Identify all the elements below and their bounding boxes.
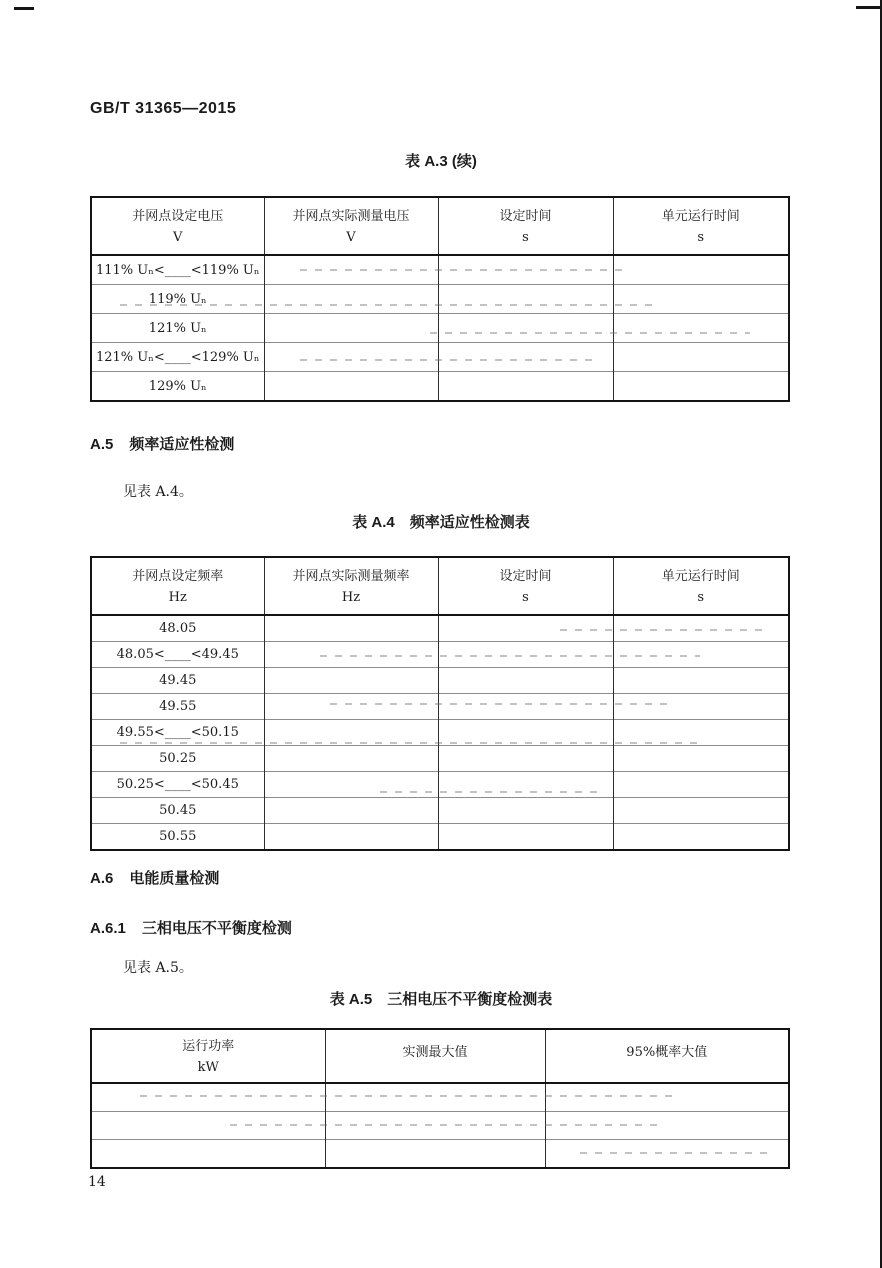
col-header-label: 并网点实际测量频率: [292, 568, 410, 584]
table-a4-header: [91, 557, 789, 615]
table-a3-container: [90, 196, 790, 402]
col-header-unit-run-time: [613, 557, 789, 615]
col-header-label: 95%概率大值: [626, 1045, 708, 1060]
cell-empty: [613, 694, 789, 720]
cell-empty: [91, 1083, 325, 1112]
section-a61-heading: [90, 917, 292, 938]
section-title: 电能质量检测: [129, 870, 220, 887]
cell-empty: [438, 798, 613, 824]
scan-artifact: [430, 332, 750, 334]
table-row: [91, 314, 789, 343]
cell-empty: [438, 285, 613, 314]
cell-frequency-setting: 50.25: [91, 746, 264, 772]
cell-empty: [438, 694, 613, 720]
table-a3-title: 表 A.3 (续): [405, 153, 477, 170]
col-header-label: 单元运行时间: [661, 208, 740, 224]
section-a5-reference: 见表 A.4。: [123, 484, 193, 500]
cell-empty: [438, 746, 613, 772]
col-header-set-time: [438, 557, 613, 615]
section-number: A.6: [90, 870, 114, 887]
col-header-unit: s: [697, 229, 705, 245]
cell-frequency-setting: 49.55: [91, 694, 264, 720]
page-number: 14: [88, 1174, 106, 1190]
cell-empty: [438, 668, 613, 694]
col-header-measured-max: [325, 1029, 545, 1083]
col-header-unit: V: [173, 229, 183, 245]
cell-frequency-setting: 50.25<____<50.45: [91, 772, 264, 798]
scan-artifact: [140, 1095, 680, 1097]
scan-artifact: [14, 7, 34, 10]
cell-frequency-setting: 50.55: [91, 824, 264, 851]
table-row: [91, 343, 789, 372]
section-number: A.6.1: [90, 920, 126, 937]
cell-voltage-setting: 121% Uₙ: [91, 314, 264, 343]
cell-empty: [613, 372, 789, 402]
scan-artifact: [580, 1152, 770, 1154]
scan-artifact: [320, 655, 700, 657]
cell-empty: [438, 314, 613, 343]
cell-empty: [438, 824, 613, 851]
cell-frequency-setting: 49.55<____<50.15: [91, 720, 264, 746]
cell-empty: [613, 746, 789, 772]
cell-empty: [325, 1083, 545, 1112]
cell-empty: [264, 746, 438, 772]
col-header-label: 并网点实际测量电压: [292, 208, 410, 224]
table-a4-body: [91, 615, 789, 850]
cell-empty: [264, 372, 438, 402]
cell-voltage-setting: 111% Uₙ<____<119% Uₙ: [91, 255, 264, 285]
table-header-row: [91, 197, 789, 255]
cell-empty: [438, 372, 613, 402]
col-header-label: 设定时间: [499, 208, 552, 224]
col-header-set-frequency: [91, 557, 264, 615]
cell-empty: [613, 314, 789, 343]
col-header-unit: s: [522, 589, 529, 605]
cell-empty: [325, 1140, 545, 1169]
cell-empty: [264, 824, 438, 851]
cell-voltage-setting: 119% Uₙ: [91, 285, 264, 314]
table-row: [91, 772, 789, 798]
cell-empty: [613, 668, 789, 694]
table-a3-header: [91, 197, 789, 255]
table-row: [91, 668, 789, 694]
standard-number: GB/T 31365—2015: [90, 100, 237, 117]
cell-frequency-setting: 49.45: [91, 668, 264, 694]
section-a61-reference: 见表 A.5。: [123, 960, 193, 976]
cell-empty: [264, 798, 438, 824]
cell-empty: [613, 798, 789, 824]
cell-empty: [438, 772, 613, 798]
section-title: 频率适应性检测: [129, 436, 235, 453]
table-a5-title: 表 A.5 三相电压不平衡度检测表: [329, 991, 553, 1008]
scan-artifact: [560, 629, 770, 631]
cell-frequency-setting: 48.05<____<49.45: [91, 642, 264, 668]
col-header-unit: s: [697, 589, 705, 605]
scan-artifact: [300, 269, 630, 271]
col-header-unit: s: [522, 229, 529, 245]
cell-empty: [264, 285, 438, 314]
col-header-set-voltage: [91, 197, 264, 255]
table-row: [91, 746, 789, 772]
table-a3-body: [91, 255, 789, 401]
col-header-unit: Hz: [168, 589, 187, 605]
scan-artifact: [230, 1124, 660, 1126]
col-header-measured-voltage: [264, 197, 438, 255]
col-header-set-time: [438, 197, 613, 255]
table-header-row: [91, 557, 789, 615]
col-header-unit: kW: [197, 1059, 219, 1075]
scan-artifact: [300, 359, 600, 361]
cell-empty: [264, 694, 438, 720]
cell-empty: [264, 668, 438, 694]
scan-artifact: [120, 742, 700, 744]
scan-artifact: [120, 304, 660, 306]
cell-empty: [264, 314, 438, 343]
table-a5-container: [90, 1028, 790, 1169]
table-a5: [90, 1028, 790, 1169]
cell-frequency-setting: 48.05: [91, 615, 264, 642]
col-header-label: 并网点设定频率: [132, 568, 224, 584]
col-header-label: 单元运行时间: [661, 568, 740, 584]
col-header-unit: Hz: [341, 589, 361, 605]
table-a5-header: [91, 1029, 789, 1083]
col-header-label: 运行功率: [182, 1038, 235, 1054]
table-row: [91, 285, 789, 314]
section-number: A.5: [90, 436, 114, 453]
table-row: [91, 798, 789, 824]
cell-empty: [545, 1083, 789, 1112]
table-row: [91, 824, 789, 851]
table-row: [91, 372, 789, 402]
cell-frequency-setting: 50.45: [91, 798, 264, 824]
col-header-95-percent-value: [545, 1029, 789, 1083]
cell-empty: [264, 343, 438, 372]
cell-empty: [264, 772, 438, 798]
cell-empty: [613, 824, 789, 851]
col-header-label: 实测最大值: [402, 1045, 468, 1060]
cell-empty: [613, 772, 789, 798]
section-a5-heading: [90, 433, 234, 454]
table-a3: [90, 196, 790, 402]
cell-voltage-setting: 129% Uₙ: [91, 372, 264, 402]
cell-voltage-setting: 121% Uₙ<____<129% Uₙ: [91, 343, 264, 372]
cell-empty: [613, 255, 789, 285]
col-header-run-power: [91, 1029, 325, 1083]
scan-artifact: [380, 791, 600, 793]
cell-empty: [264, 615, 438, 642]
table-a4-title: 表 A.4 频率适应性检测表: [352, 514, 530, 531]
cell-empty: [613, 343, 789, 372]
col-header-unit-run-time: [613, 197, 789, 255]
table-row: [91, 1083, 789, 1112]
col-header-measured-frequency: [264, 557, 438, 615]
col-header-label: 设定时间: [499, 568, 552, 584]
section-a6-heading: [90, 867, 219, 888]
col-header-unit: V: [346, 229, 356, 245]
col-header-label: 并网点设定电压: [132, 208, 224, 224]
section-title: 三相电压不平衡度检测: [141, 920, 292, 937]
cell-empty: [91, 1140, 325, 1169]
cell-empty: [438, 343, 613, 372]
scan-artifact: [856, 6, 880, 9]
table-header-row: [91, 1029, 789, 1083]
cell-empty: [613, 285, 789, 314]
scan-artifact: [330, 703, 670, 705]
table-row: [91, 694, 789, 720]
